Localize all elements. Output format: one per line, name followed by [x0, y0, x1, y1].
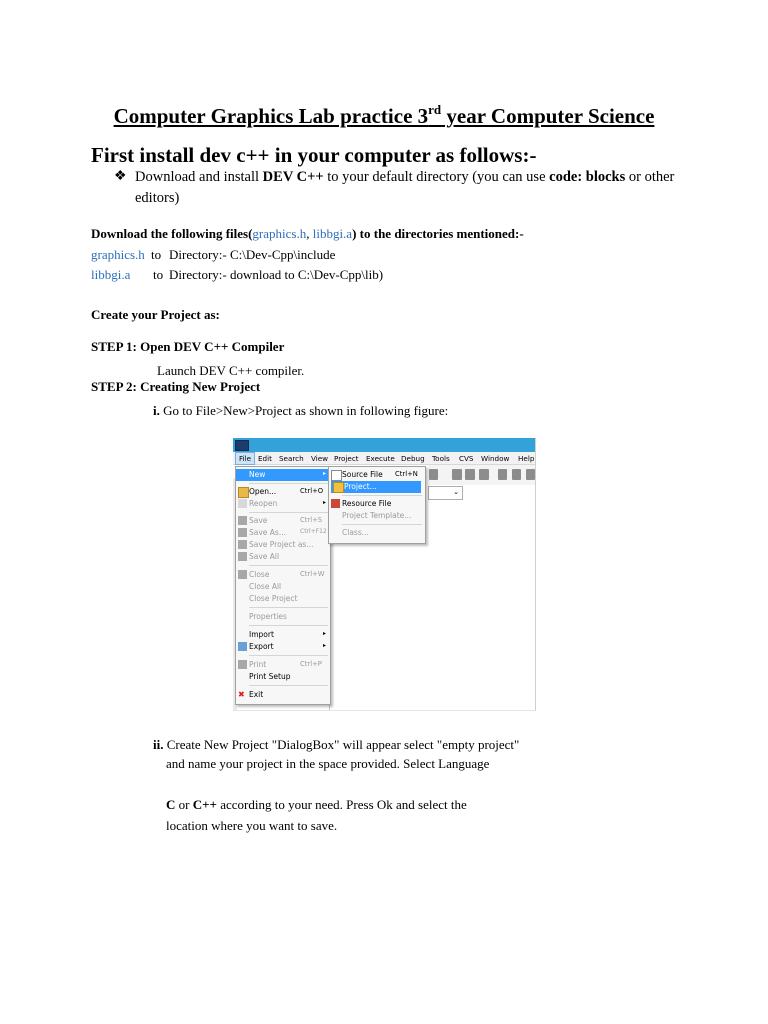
print-icon	[238, 660, 247, 669]
file-row-name[interactable]: libbgi.a	[91, 267, 131, 282]
menu-edit[interactable]: Edit	[258, 454, 272, 463]
devcpp-screenshot-figure	[233, 438, 536, 711]
step1-desc: Launch DEV C++ compiler.	[157, 363, 305, 378]
menu-file[interactable]: File	[235, 452, 255, 465]
menu-help[interactable]: Help	[518, 454, 535, 463]
reopen-icon	[238, 499, 247, 508]
window-titlebar	[233, 438, 535, 452]
file-menu-export[interactable]: Export ▸	[236, 641, 330, 653]
export-icon	[238, 642, 247, 651]
file-menu-save-all[interactable]: Save All	[236, 551, 330, 563]
file-row-dir: Directory:- C:\Dev-Cpp\include	[169, 247, 336, 262]
step2-i: i. Go to File>New>Project as shown in following figure:	[153, 403, 449, 418]
file-row-dir: Directory:- download to C:\Dev-Cpp\lib)	[169, 267, 384, 282]
toolbar-icon[interactable]	[498, 469, 507, 480]
file-menu-import[interactable]: Import ▸	[249, 630, 326, 639]
file-menu-save-project-as[interactable]: Save Project as...	[236, 539, 330, 551]
menu-view[interactable]: View	[311, 454, 329, 463]
new-submenu	[328, 466, 426, 544]
submenu-class[interactable]: Class...	[342, 528, 369, 537]
submenu-project[interactable]: Project...	[331, 481, 421, 493]
resource-file-icon	[331, 499, 340, 508]
step2-title: STEP 2: Creating New Project	[91, 379, 261, 394]
menu-tools[interactable]: Tools	[432, 454, 450, 463]
menu-cvs[interactable]: CVS	[459, 454, 474, 463]
app-icon	[235, 440, 249, 451]
create-project-heading: Create your Project as:	[91, 307, 220, 322]
compiler-combo[interactable]	[428, 486, 463, 500]
file-menu-new[interactable]: New ▸	[236, 469, 330, 481]
file-row-to: to	[151, 247, 162, 262]
file-menu-properties[interactable]: Properties	[249, 612, 287, 621]
file-menu-close-all[interactable]: Close All	[249, 582, 282, 591]
save-project-icon	[238, 540, 247, 549]
save-all-icon	[238, 552, 247, 561]
document-title: Computer Graphics Lab practice 3rd year Computer Science	[113, 102, 655, 128]
download-files-line: Download the following files(graphics.h, libbgi.a) to the directories mentioned:-	[91, 226, 524, 241]
toolbar-icon[interactable]	[465, 469, 475, 480]
save-icon	[238, 516, 247, 525]
step2-ii-line3: C or C++ according to your need. Press Ok and select the	[166, 797, 467, 812]
file-menu-open[interactable]: Open... Ctrl+O	[236, 486, 330, 498]
menu-debug[interactable]: Debug	[401, 454, 425, 463]
menu-execute[interactable]: Execute	[366, 454, 395, 463]
graphics-h-link[interactable]: graphics.h	[252, 226, 307, 241]
title-superscript: rd	[428, 102, 442, 117]
folder-open-icon	[238, 487, 249, 498]
install-heading: First install dev c++ in your computer as follows:-	[91, 143, 537, 167]
file-menu-close-project[interactable]: Close Project	[249, 594, 298, 603]
menu-project[interactable]: Project	[334, 454, 359, 463]
source-file-icon	[331, 470, 342, 481]
submenu-arrow-icon: ▸	[322, 642, 326, 649]
toolbar-icon[interactable]	[452, 469, 462, 480]
step2-ii-line4: location where you want to save.	[166, 818, 338, 833]
project-icon	[333, 482, 344, 493]
file-menu-exit[interactable]: ✖ Exit	[238, 690, 264, 699]
step1-title: STEP 1: Open DEV C++ Compiler	[91, 339, 285, 354]
file-menu-save[interactable]: Save Ctrl+S	[236, 515, 330, 527]
file-row-to: to	[153, 267, 164, 282]
libbgi-a-link[interactable]: libbgi.a	[312, 226, 353, 241]
menubar	[233, 452, 535, 465]
file-menu-print-setup[interactable]: Print Setup	[249, 672, 291, 681]
file-menu-close[interactable]: Close Ctrl+W	[236, 569, 330, 581]
exit-icon: ✖	[238, 690, 245, 699]
submenu-arrow-icon: ▸	[322, 499, 326, 506]
file-row-name[interactable]: graphics.h	[91, 247, 145, 262]
install-instruction: Download and install DEV C++ to your default directory (you can use code: blocks or other editors)	[135, 169, 675, 206]
menu-search[interactable]: Search	[279, 454, 304, 463]
file-menu	[235, 466, 331, 705]
file-menu-save-as[interactable]: Save As... Ctrl+F12	[236, 527, 330, 539]
menu-window[interactable]: Window	[481, 454, 510, 463]
toolbar-icon[interactable]	[512, 469, 521, 480]
chevron-down-icon: ⌄	[453, 488, 459, 496]
step2-ii-line2: and name your project in the space provided. Select Language	[166, 756, 490, 771]
diamond-bullet-icon: ❖	[114, 169, 127, 184]
submenu-arrow-icon: ▸	[322, 470, 326, 477]
file-row	[91, 267, 130, 283]
toolbar-icon[interactable]	[479, 469, 489, 480]
submenu-arrow-icon: ▸	[322, 630, 326, 637]
toolbar-icon[interactable]	[429, 469, 438, 480]
file-menu-print[interactable]: Print Ctrl+P	[236, 659, 330, 671]
toolbar	[428, 465, 535, 485]
save-as-icon	[238, 528, 247, 537]
submenu-project-template[interactable]: Project Template...	[342, 511, 412, 520]
toolbar-icon[interactable]	[526, 469, 535, 480]
close-file-icon	[238, 570, 247, 579]
submenu-resource-file[interactable]: Resource File	[329, 498, 425, 510]
step2-ii-line1: ii. Create New Project "DialogBox" will appear select "empty project"	[153, 737, 520, 752]
file-row	[91, 247, 145, 263]
file-menu-reopen[interactable]: Reopen ▸	[236, 498, 330, 510]
submenu-source-file[interactable]: Source File Ctrl+N	[329, 469, 425, 481]
